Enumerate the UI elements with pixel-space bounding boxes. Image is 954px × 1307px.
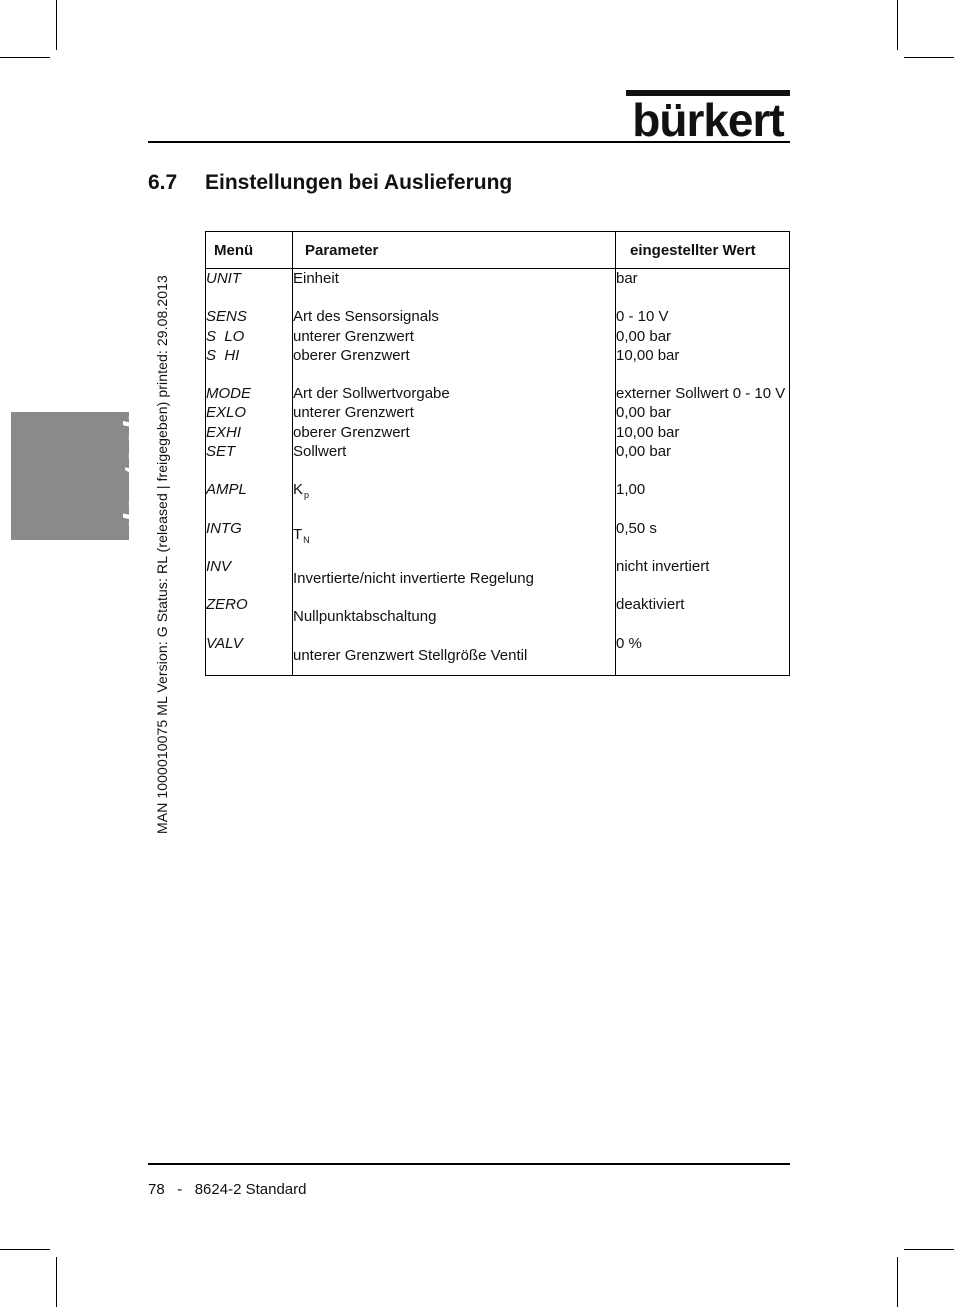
factory-settings-table [205,231,790,676]
menu-code: EXLO [206,404,247,422]
crop-mark [897,1257,898,1307]
menu-code: INTG [206,519,242,537]
parameter-text: Invertierte/nicht invertierte Regelung [293,569,534,587]
default-value: 0,00 bar [616,443,672,461]
default-value: 0,00 bar [616,404,672,422]
default-value: nicht invertiert [616,557,710,575]
parameter-name [293,403,615,422]
default-value: deaktiviert [616,596,685,614]
header-value: eingestellter Wert [616,232,790,269]
parameter-name [293,442,615,461]
parameter-text: unterer Grenzwert Stellgröße Ventil [293,646,528,664]
section-title: Einstellungen bei Auslieferung [205,171,513,194]
menu-code: ZERO [206,596,248,614]
parameter-text: Einheit [293,270,339,287]
default-value: 0,00 bar [616,327,672,345]
parameter-name [293,646,615,665]
parameter-name [293,269,615,288]
parameter-column [293,269,616,676]
crop-mark [56,0,57,50]
header-menu: Menü [206,232,293,269]
default-value: 0 - 10 V [616,308,669,326]
default-value: 10,00 bar [616,423,680,441]
document-meta: MAN 1000010075 ML Version: G Status: RL (released | freigegeben) printed: 29.08.2013 [154,275,170,834]
parameter-text: Nullpunktabschaltung [293,608,437,626]
parameter-name [293,423,615,442]
crop-mark [0,57,50,58]
parameter-subscript: N [303,534,310,545]
logo-text: bürkert [632,94,784,138]
crop-mark [56,1257,57,1307]
parameter-name [293,307,615,326]
menu-code: SENS [206,308,247,326]
parameter-text: Sollwert [293,443,347,461]
parameter-name [293,384,615,403]
default-value: 1,00 [616,481,646,499]
parameter-text: T [293,525,303,543]
crop-mark [904,1249,954,1250]
header-parameter: Parameter [293,232,616,269]
parameter-subscript: p [304,490,310,501]
header-rule [148,141,790,143]
table-row [206,269,790,676]
default-value: bar [616,270,638,287]
value-column [616,269,790,676]
default-value: 0 % [616,634,642,652]
parameter-name [293,327,615,346]
menu-code: S HI [206,346,240,364]
burkert-logo [624,90,792,138]
page-number: 78 [148,1181,165,1198]
default-value: externer Sollwert 0 - 10 V [616,385,786,403]
parameter-text: Art des Sensorsignals [293,308,439,326]
parameter-text: oberer Grenzwert [293,423,410,441]
menu-code: MODE [206,385,251,403]
menu-column [206,269,293,676]
parameter-text: K [293,481,304,499]
crop-mark [0,1249,50,1250]
menu-code: S LO [206,327,245,345]
language-tab [11,412,129,540]
table-body [206,269,790,676]
section-heading [148,171,512,195]
crop-mark [904,57,954,58]
menu-code: UNIT [206,270,241,287]
parameter-text: oberer Grenzwert [293,346,410,364]
parameter-name [293,480,615,505]
table-header-row [206,232,790,269]
menu-code: EXHI [206,423,242,441]
menu-code: AMPL [206,481,247,499]
footer-rule [148,1163,790,1165]
menu-code: VALV [206,634,243,652]
parameter-text: unterer Grenzwert [293,327,414,345]
parameter-name [293,607,615,626]
document-name: 8624-2 Standard [194,1181,307,1198]
default-value: 0,50 s [616,519,657,537]
crop-mark [897,0,898,50]
menu-code: INV [206,557,232,575]
parameter-name [293,569,615,588]
parameter-name [293,525,615,550]
menu-code: SET [206,443,236,461]
default-value: 10,00 bar [616,346,680,364]
parameter-text: unterer Grenzwert [293,404,414,422]
section-number: 6.7 [148,171,178,194]
footer-separator: - [177,1181,183,1198]
parameter-name [293,346,615,365]
parameter-text: Art der Sollwertvorgabe [293,385,450,403]
language-tab-label: deutsch [117,410,152,533]
page-footer [148,1181,306,1198]
